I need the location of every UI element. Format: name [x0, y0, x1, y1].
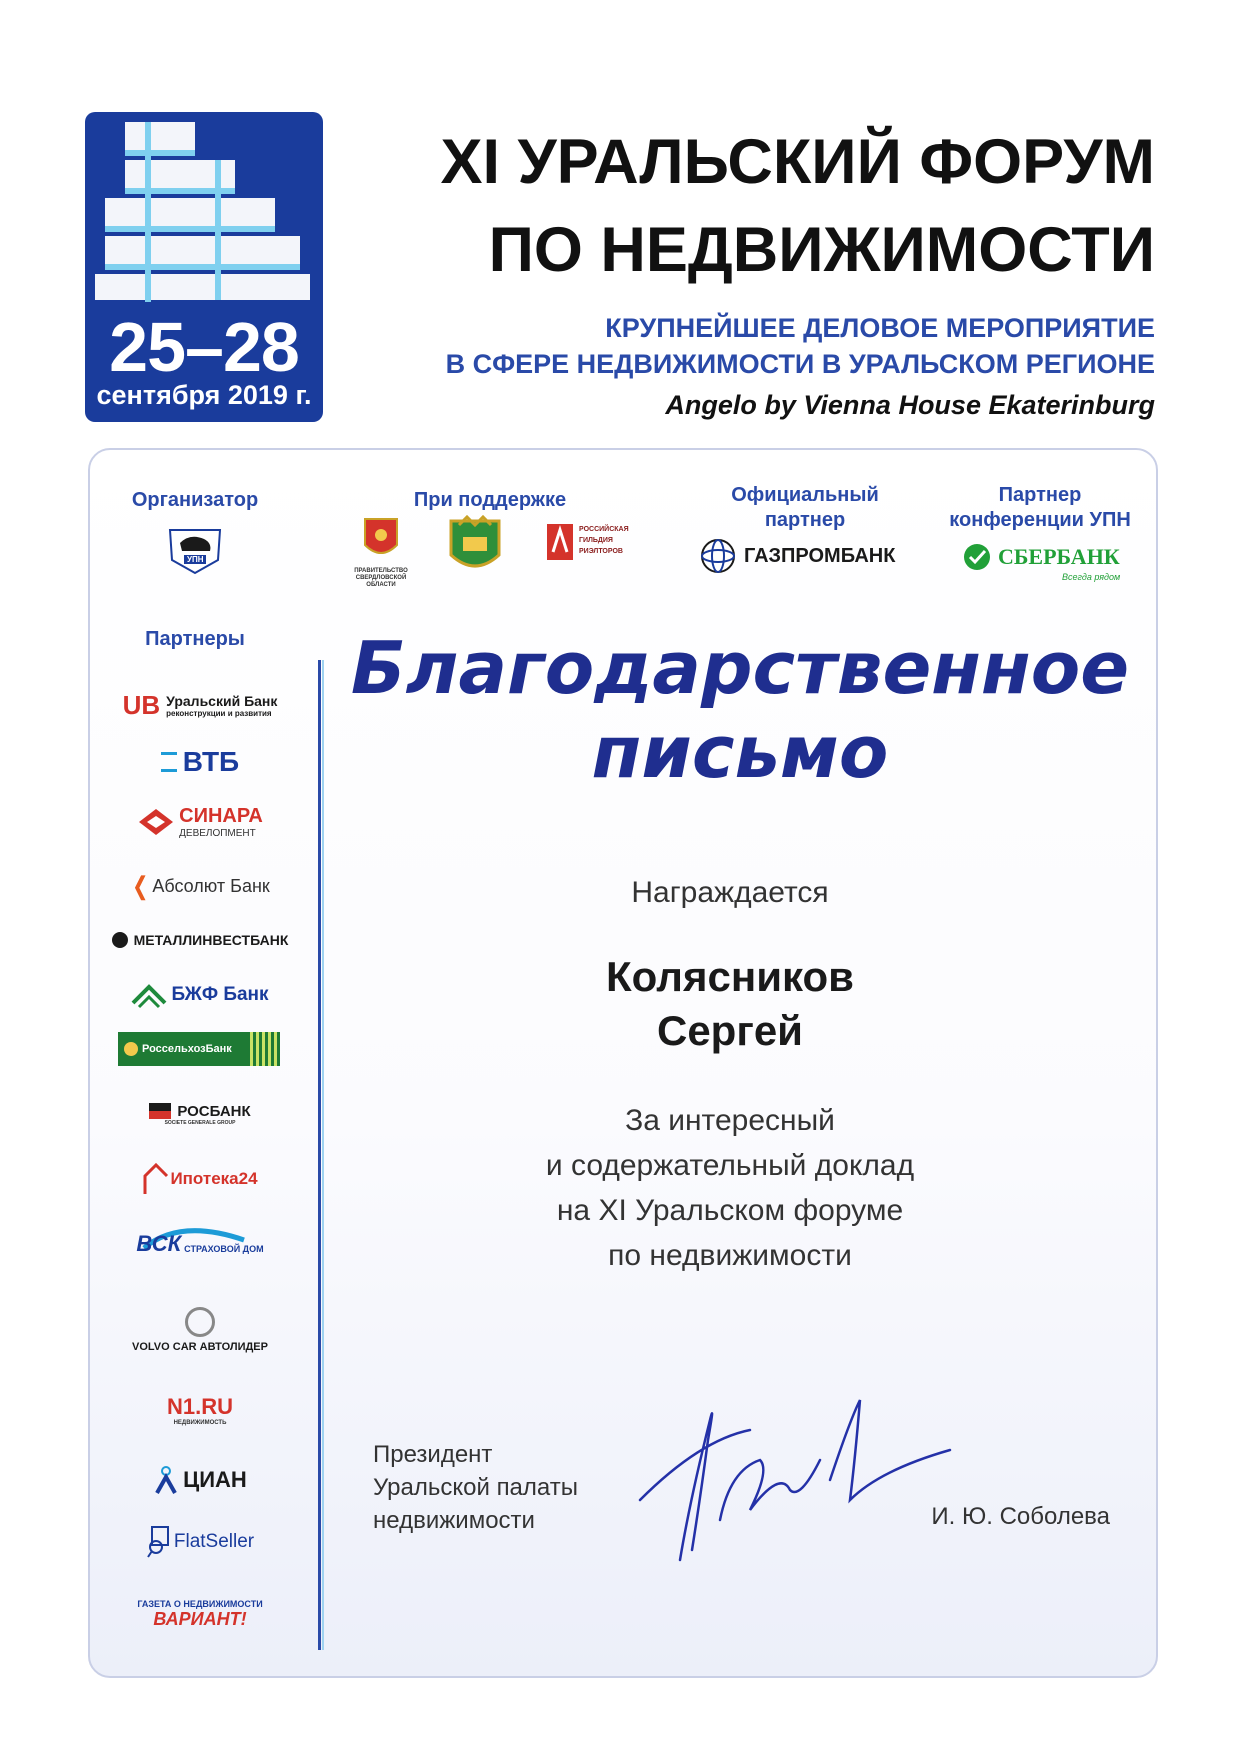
forum-subtitle	[355, 310, 1155, 382]
support-logo-rgr	[545, 522, 655, 574]
organizer-logo	[160, 525, 230, 575]
reason-line: и содержательный доклад	[545, 1149, 915, 1182]
cian-figure-icon	[153, 1465, 179, 1495]
partner-bzhf	[110, 975, 290, 1015]
forum-venue: Angelo by Vienna House Ekaterinburg	[665, 390, 1155, 420]
rgr-logo-icon	[545, 522, 575, 562]
signer-role-line: недвижимости	[373, 1507, 535, 1534]
partner-name: ВТБ	[182, 746, 240, 777]
gazprombank-globe-icon	[700, 538, 736, 574]
conference-partner-label	[930, 483, 1150, 533]
partner-sub: SOCIETE GENERALE GROUP	[164, 1119, 236, 1126]
signer-role-line: Президент	[373, 1441, 493, 1468]
partner-name: БЖФ Банк	[171, 984, 269, 1005]
conference-partner-label-line2: конференции УПН	[949, 509, 1131, 531]
partner-name: ВСК	[136, 1231, 182, 1256]
uralsky-bank-icon: UB	[122, 689, 161, 720]
partner-sub: ГАЗЕТА О НЕДВИЖИМОСТИ	[137, 1598, 263, 1609]
support-logo-sverdlovsk-text: ПРАВИТЕЛЬСТВО СВЕРДЛОВСКОЙ ОБЛАСТИ	[354, 568, 408, 588]
partner-sinara	[110, 800, 290, 844]
building-steps-icon	[85, 112, 323, 332]
partner-vtb	[110, 742, 290, 782]
official-partner-label	[705, 483, 905, 533]
letter-title-line1: Благодарственное	[350, 626, 1130, 710]
letter-title-line2: письмо	[591, 710, 889, 794]
partner-name: СИНАРА	[179, 805, 263, 827]
partner-absolut	[110, 868, 290, 904]
flatseller-magnifier-icon	[146, 1525, 172, 1559]
awarded-label: Награждается	[631, 876, 829, 909]
partner-name: Уральский Банк	[166, 692, 278, 709]
partner-rosselkhoz	[118, 1032, 280, 1066]
partner-sub: ДЕВЕЛОПМЕНТ	[179, 828, 256, 839]
partner-name: VOLVO CAR АВТОЛИДЕР	[132, 1341, 268, 1353]
recipient-surname: Колясников	[606, 953, 854, 1000]
rosselkhoz-stripes	[250, 1032, 280, 1066]
partner-name: МЕТАЛЛИНВЕСТБАНК	[133, 932, 289, 948]
sberbank-logo	[962, 542, 1132, 584]
partner-name: N1.RU	[166, 1394, 233, 1419]
official-partner-label-line2: партнер	[764, 509, 846, 531]
sberbank-check-icon	[962, 542, 992, 572]
support-logo-rgr-text: РОССИЙСКАЯ ГИЛЬДИЯ РИЭЛТОРОВ	[579, 526, 629, 555]
signer-role	[373, 1438, 633, 1537]
forum-logo	[85, 112, 323, 422]
partner-name: Абсолют Банк	[152, 875, 270, 896]
signer-role-line: Уральской палаты	[373, 1474, 578, 1501]
partner-sub: СТРАХОВОЙ ДОМ	[184, 1244, 264, 1254]
partner-name: РоссельхозБанк	[142, 1043, 232, 1055]
partner-name: ЦИАН	[183, 1467, 247, 1492]
reason-line: За интересный	[625, 1104, 835, 1137]
sverdlovsk-coat-of-arms-icon	[340, 515, 422, 563]
partner-rosbank	[110, 1092, 290, 1136]
recipient-name	[520, 950, 940, 1058]
bzhf-roof-icon	[131, 981, 167, 1009]
rosselkhoz-emblem-icon	[124, 1042, 138, 1056]
conference-partner-label-line1: Партнер	[998, 484, 1082, 506]
reason-line: по недвижимости	[608, 1239, 852, 1272]
partner-volvo	[110, 1300, 290, 1360]
partner-n1	[110, 1390, 290, 1430]
partner-cian	[110, 1460, 290, 1500]
upn-bear-icon	[160, 525, 230, 575]
official-partner-label-line1: Официальный	[731, 484, 879, 506]
sinara-diamond-icon	[137, 807, 175, 837]
support-label: При поддержке	[413, 489, 567, 511]
sberbank-tagline: Всегда рядом	[1062, 572, 1121, 582]
logo-month: сентября 2019 г.	[96, 380, 312, 410]
partner-metallinvest	[110, 924, 290, 956]
volvo-emblem-icon	[185, 1307, 215, 1337]
rosbank-square-icon	[149, 1103, 171, 1119]
gazprombank-logo	[700, 538, 900, 574]
partner-variant	[110, 1592, 290, 1636]
partner-vsk	[110, 1222, 290, 1266]
partner-name: Ипотека24	[170, 1169, 258, 1188]
absolut-flame-icon: ❬	[130, 872, 151, 900]
forum-subtitle-line2: В СФЕРЕ НЕДВИЖИМОСТИ В УРАЛЬСКОМ РЕГИОНЕ	[445, 349, 1155, 379]
logo-dates: 25–28	[109, 308, 299, 386]
gazprombank-text: ГАЗПРОМБАНК	[744, 544, 896, 567]
ekaterinburg-coat-of-arms-icon	[445, 515, 505, 577]
partner-name: FlatSeller	[173, 1531, 255, 1552]
partner-name: РОСБАНК	[177, 1102, 251, 1120]
vtb-lines-icon	[161, 752, 177, 772]
support-logo-sverdlovsk	[340, 515, 422, 588]
sberbank-text: СБЕРБАНК	[998, 544, 1120, 569]
partner-name: ВАРИАНТ!	[153, 1608, 247, 1629]
forum-title	[355, 118, 1155, 294]
award-reason	[470, 1098, 990, 1278]
letter-title	[340, 626, 1140, 794]
partner-ipoteka24	[110, 1155, 290, 1203]
partners-label: Партнеры	[145, 628, 245, 650]
vertical-divider	[318, 660, 321, 1650]
vertical-divider-accent	[322, 660, 324, 1650]
organizer-logo-text: УПН	[187, 555, 204, 564]
handwritten-signature	[620, 1380, 960, 1580]
ipoteka-house-icon	[142, 1162, 170, 1196]
partner-sub: реконструкции и развития	[166, 708, 272, 718]
partner-sub: НЕДВИЖИМОСТЬ	[173, 1420, 227, 1426]
partner-flatseller	[110, 1522, 290, 1562]
signer-name: И. Ю. Соболева	[931, 1503, 1110, 1530]
support-logo-ekaterinburg	[445, 515, 505, 577]
organizer-label: Организатор	[131, 489, 259, 511]
partner-uralsky-bank	[110, 685, 290, 725]
forum-title-line2: ПО НЕДВИЖИМОСТИ	[488, 215, 1155, 285]
forum-title-line1: XI УРАЛЬСКИЙ ФОРУМ	[440, 127, 1155, 197]
forum-subtitle-line1: КРУПНЕЙШЕЕ ДЕЛОВОЕ МЕРОПРИЯТИЕ	[605, 313, 1155, 343]
metallinvest-circle-icon	[112, 932, 128, 948]
recipient-first-name: Сергей	[656, 1007, 803, 1054]
reason-line: на XI Уральском форуме	[556, 1194, 904, 1227]
